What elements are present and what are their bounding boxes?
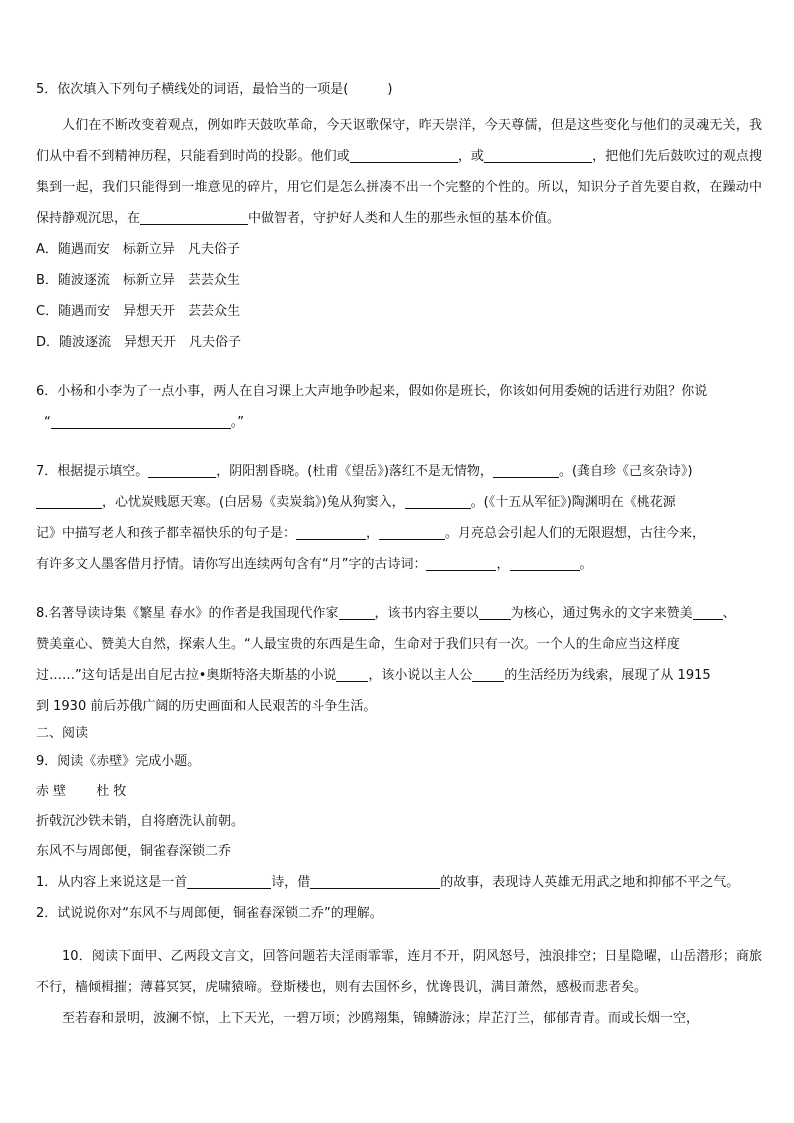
q7-text: 记》中描写老人和孩子都幸福快乐的句子是： bbox=[36, 526, 297, 541]
answer-blank[interactable] bbox=[350, 148, 458, 163]
q10-passage-2 bbox=[36, 1003, 762, 1034]
q8-line-4: 到 1930 前后苏俄广阔的历史画面和人民艰苦的斗争生活。 bbox=[36, 699, 377, 714]
q9-text: 的故事，表现诗人英雄无用武之地和抑郁不平之气。 bbox=[440, 875, 740, 890]
q8-text: 为核心，通过隽永的文字来赞美 bbox=[510, 606, 693, 621]
answer-blank[interactable] bbox=[493, 463, 559, 478]
answer-blank[interactable] bbox=[510, 556, 580, 571]
answer-blank[interactable] bbox=[379, 525, 445, 540]
q6-prompt: 6．小杨和小李为了一点小事，两人在自习课上大声地争吵起来，假如你是班长，你该如何用委婉的话进行劝阻？你说 bbox=[36, 384, 708, 399]
section-heading: 二、阅读 bbox=[36, 726, 89, 741]
q5-passage-part3: ，把他们先后鼓吹过的观点搜集到一起，我们只能得到一堆意见的碎片，用它们是怎么拼凑不出一个完整的个性的。所以，知识分子首先要自救，在躁动中保持静观沉思，在 bbox=[36, 149, 762, 226]
q7-text: ， bbox=[366, 526, 380, 541]
q8-text: 过……”这句话是出自尼古拉•奥斯特洛夫斯基的小说 bbox=[36, 668, 337, 683]
q10-passage-1 bbox=[36, 941, 762, 1003]
q10-classical-text: 若夫淫雨霏霏，连月不开，阴风怒号，浊浪排空；日星隐曜，山岳潜形；商旅不行，樯倾楫摧；薄暮冥冥，虎啸猿啼。登斯楼也，则有去国怀乡，忧谗畏讥，满目萧然，感极而悲者矣。 bbox=[36, 949, 762, 995]
q5-passage-part4: 中做智者，守护好人类和人生的那些永恒的基本价值。 bbox=[248, 211, 561, 226]
q10-intro: 10．阅读下面甲、乙两段文言文，回答问题 bbox=[62, 949, 316, 964]
answer-blank[interactable] bbox=[472, 667, 504, 682]
q8-line-3 bbox=[36, 660, 762, 691]
poem-line-2: 东风不与周郎便，铜雀春深锁二乔 bbox=[36, 844, 232, 859]
q5-option-d[interactable]: D．随波逐流 异想天开 凡夫俗子 bbox=[36, 335, 242, 350]
q7-text: 。(《十五从军征》)陶渊明在《桃花源 bbox=[470, 495, 676, 510]
q5-option-b[interactable]: B．随波逐流 标新立异 芸芸众生 bbox=[36, 273, 240, 288]
answer-blank[interactable] bbox=[36, 494, 102, 509]
q5-passage bbox=[36, 110, 762, 234]
q7-text: ，阴阳割昏晓。(杜甫《望岳》)落红不是无情物， bbox=[216, 464, 493, 479]
q5-option-c[interactable]: C．随遇而安 异想天开 芸芸众生 bbox=[36, 304, 241, 319]
q8-text: 、 bbox=[722, 606, 736, 621]
q5-passage-part2: ，或 bbox=[457, 149, 485, 164]
q8-text: ，该书内容主要以 bbox=[374, 606, 479, 621]
q8-text: 的生活经历为线索，展现了从 1915 bbox=[504, 668, 711, 683]
q7-line-4 bbox=[36, 549, 762, 580]
q5-option-a[interactable]: A．随遇而安 标新立异 凡夫俗子 bbox=[36, 242, 240, 257]
q9-title: 9．阅读《赤壁》完成小题。 bbox=[36, 754, 201, 769]
answer-blank[interactable] bbox=[484, 148, 592, 163]
answer-blank[interactable] bbox=[426, 556, 496, 571]
q10-classical-text: 至若春和景明，波澜不惊，上下天光，一碧万顷；沙鸥翔集，锦鳞游泳；岸芷汀兰，郁郁青青。而或长烟一空， bbox=[62, 1011, 700, 1026]
q7-line-2 bbox=[36, 487, 762, 518]
answer-blank[interactable] bbox=[148, 463, 216, 478]
q7-line-1 bbox=[36, 456, 762, 487]
q6-answer-line bbox=[36, 407, 762, 438]
q7-text: 。月亮总会引起人们的无限遐想，古往今来， bbox=[445, 526, 706, 541]
q7-text: 有许多文人墨客借月抒情。请你写出连续两句含有“月”字的古诗词： bbox=[36, 557, 427, 572]
answer-blank[interactable] bbox=[51, 414, 231, 429]
q7-text: 。(龚自珍《己亥杂诗》) bbox=[558, 464, 693, 479]
q5-passage-part1: 人们在不断改变着观点，例如昨天鼓吹革命，今天讴歌保守，昨天崇洋，今天尊儒，但是这些变化与他们的灵魂无关，我们从中看不到精神历程，只能看到时尚的投影。他们或 bbox=[36, 118, 762, 164]
answer-blank[interactable] bbox=[479, 605, 511, 620]
q5-title: 5．依次填入下列句子横线处的词语，最恰当的一项是( ) bbox=[36, 82, 393, 97]
q9-sub-2: 2．试说说你对“东风不与周郎便，铜雀春深锁二乔”的理解。 bbox=[36, 906, 383, 921]
q6-close-quote: 。” bbox=[230, 415, 244, 430]
answer-blank[interactable] bbox=[296, 525, 366, 540]
answer-blank[interactable] bbox=[336, 667, 368, 682]
q7-text: ，心忧炭贱愿天寒。(白居易《卖炭翁》)兔从狗窦入， bbox=[102, 495, 405, 510]
q8-line-2: 赞美童心、赞美大自然，探索人生。“人最宝贵的东西是生命，生命对于我们只有一次。一个人的生命应当这样度 bbox=[36, 637, 680, 652]
answer-blank[interactable] bbox=[310, 874, 440, 889]
answer-blank[interactable] bbox=[693, 605, 723, 620]
answer-blank[interactable] bbox=[405, 494, 471, 509]
q7-text: 。 bbox=[579, 557, 593, 572]
q6-open-quote: “ bbox=[44, 415, 51, 430]
q7-text: ， bbox=[496, 557, 510, 572]
answer-blank[interactable] bbox=[140, 210, 248, 225]
q8-text: 8.名著导读诗集《繁星 春水》的作者是我国现代作家 bbox=[36, 606, 339, 621]
poem-line-1: 折戟沉沙铁未销，自将磨洗认前朝。 bbox=[36, 814, 245, 829]
q9-text: 1．从内容上来说这是一首 bbox=[36, 875, 188, 890]
q9-sub-1 bbox=[36, 867, 762, 898]
q7-text: 7．根据提示填空。 bbox=[36, 464, 149, 479]
exam-page bbox=[36, 80, 762, 1034]
poem-title: 赤 壁 杜 牧 bbox=[36, 784, 127, 799]
answer-blank[interactable] bbox=[187, 874, 271, 889]
q7-line-3 bbox=[36, 518, 762, 549]
answer-blank[interactable] bbox=[339, 605, 375, 620]
q8-text: ，该小说以主人公 bbox=[368, 668, 473, 683]
q8-line-1 bbox=[36, 598, 762, 629]
q9-text: 诗，借 bbox=[271, 875, 311, 890]
